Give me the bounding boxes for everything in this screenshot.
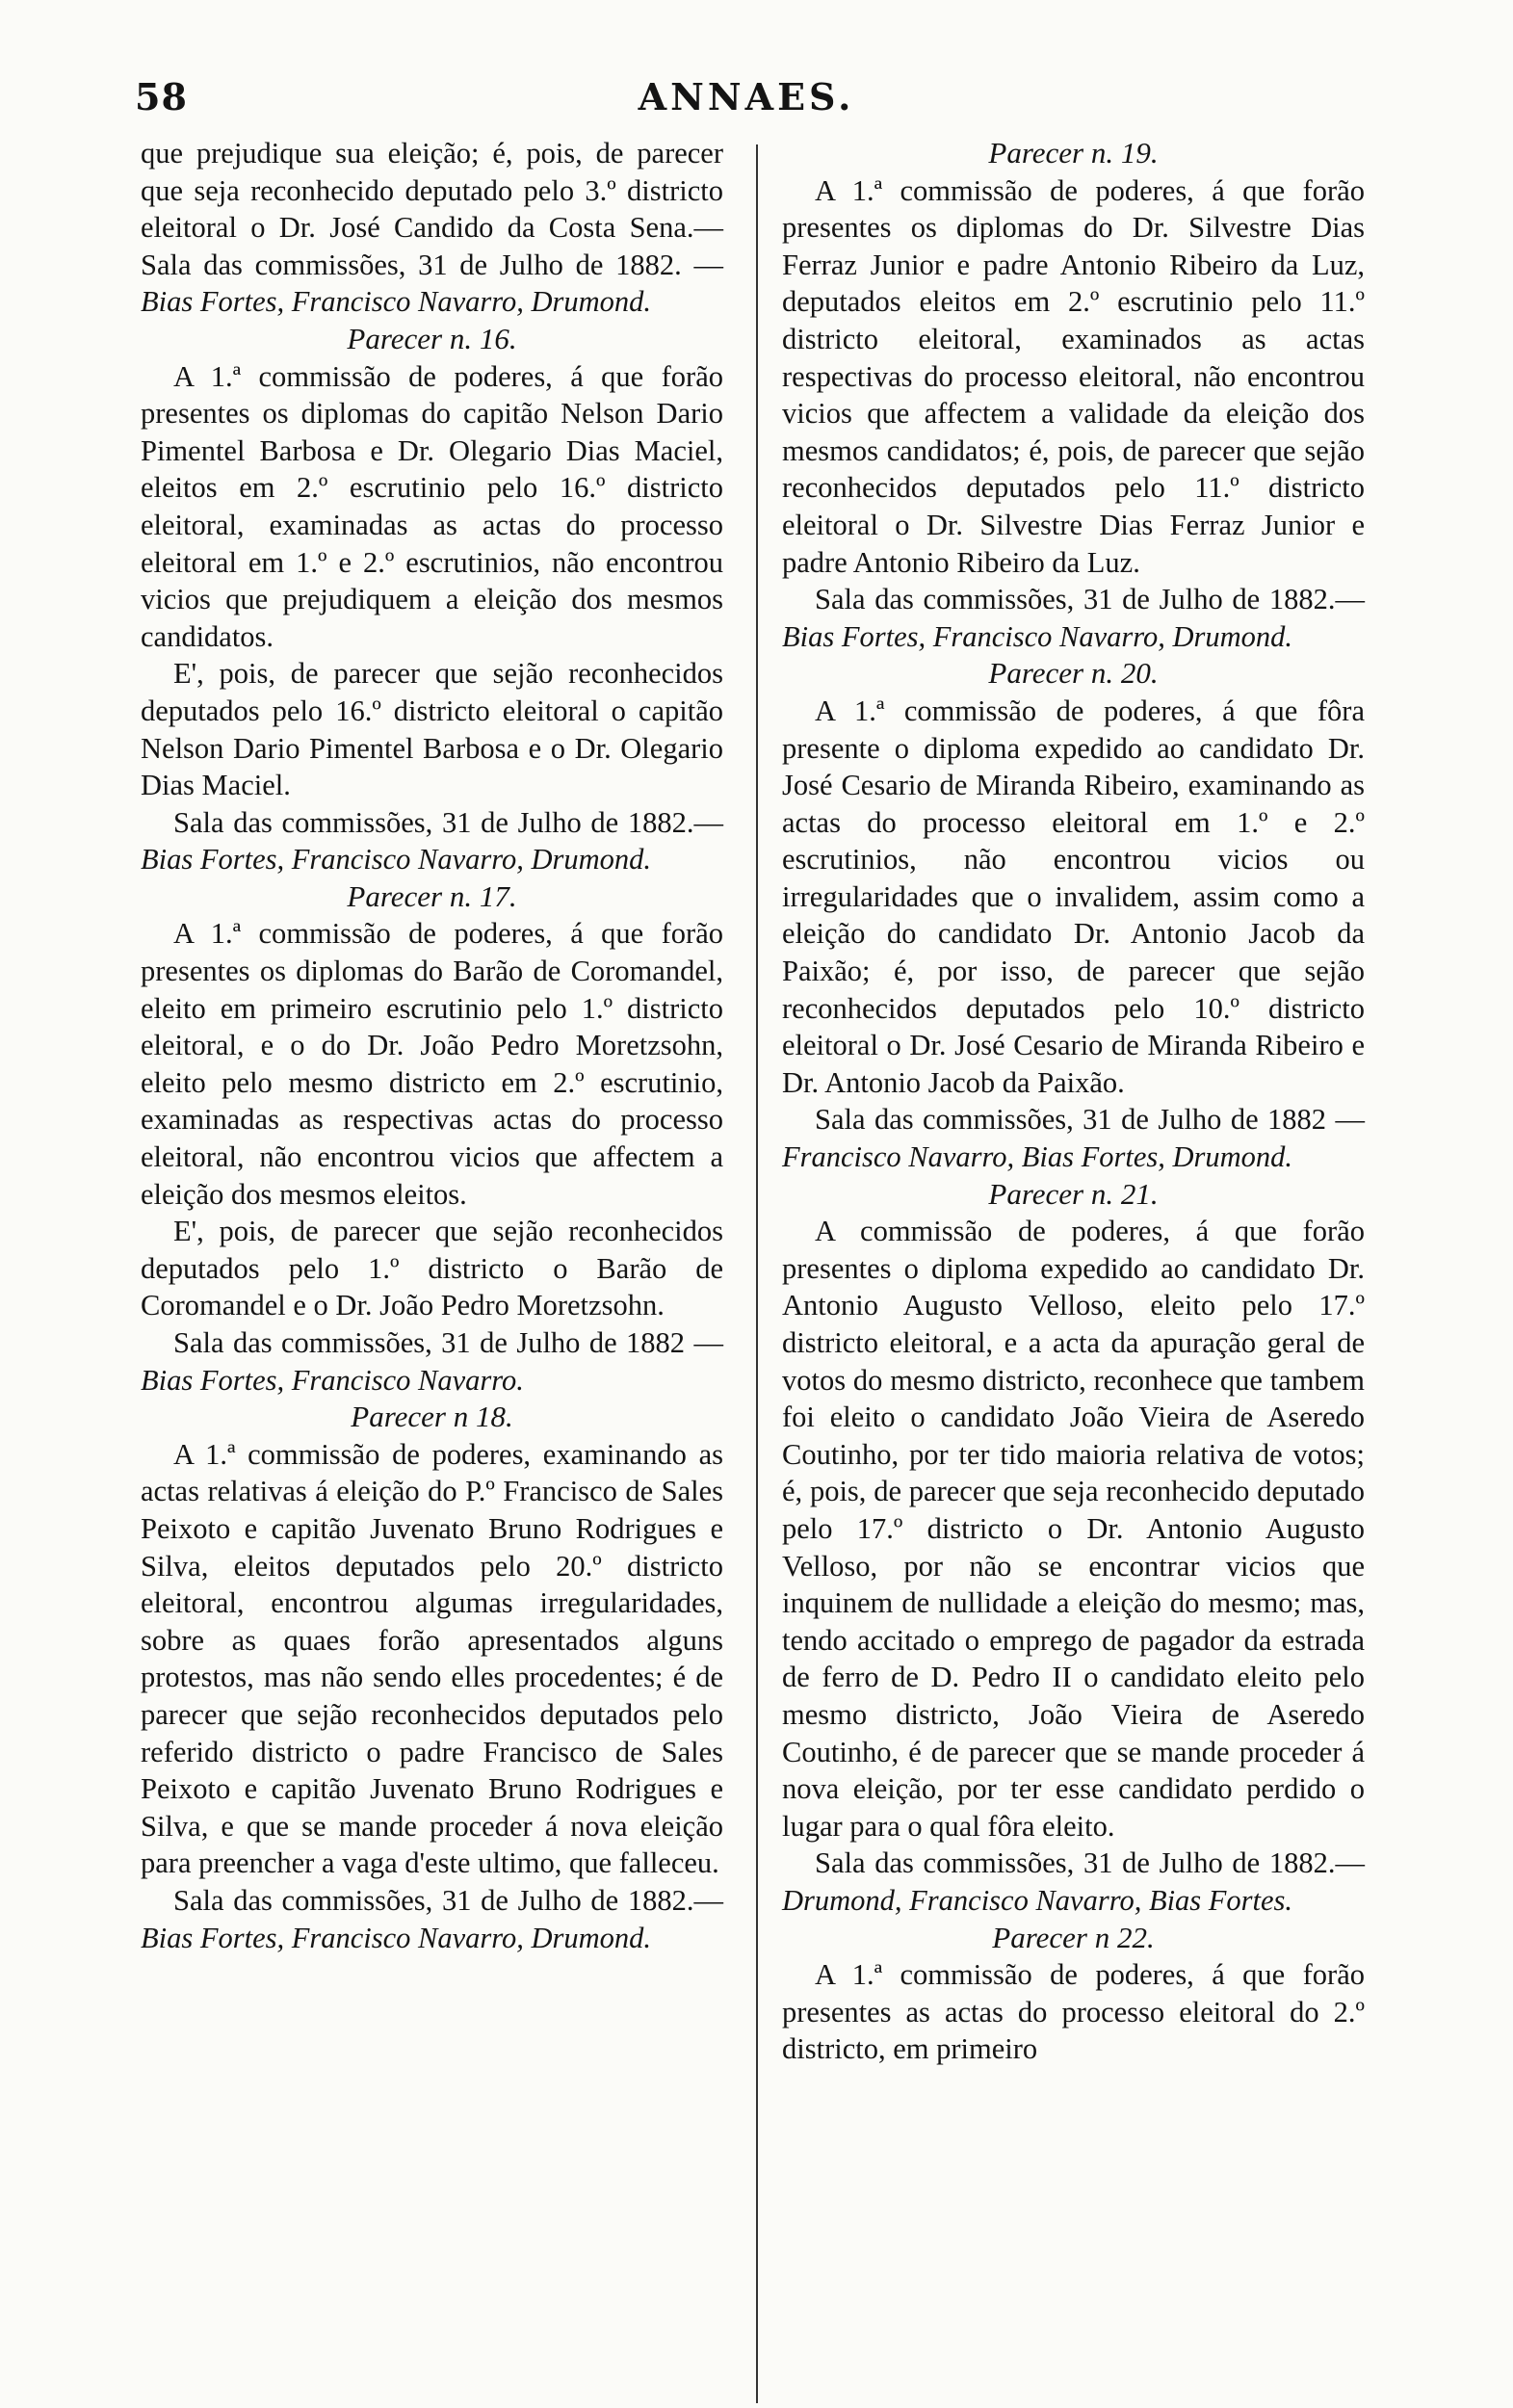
paragraph-text: Sala das commissões, 31 de Julho de 1882 —	[815, 1103, 1365, 1137]
paragraph-text: Sala das commissões, 31 de Julho de 1882.—	[815, 583, 1365, 616]
paragraph: E', pois, de parecer que sejão reconhecidos deputados pelo 1.º districto o Barão de Coromandel e o Dr. João Pedro Moretzsohn.	[141, 1215, 723, 1322]
paragraph: A 1.ª commissão de poderes, á que forão presentes os diplomas do capitão Nelson Dario Pimentel Barbosa e Dr. Olegario Dias Maciel, eleitos em 2.º escrutinio pelo 16.º districto eleitoral, examinadas as actas do processo eleitoral em 1.º e 2.º escrutinios, não encontrou vicios que prejudiquem a eleição dos mesmos candidatos.	[141, 359, 723, 653]
signatories: Francisco Navarro, Bias Fortes, Drumond.	[782, 1140, 1293, 1174]
section-heading: Parecer n. 17.	[347, 878, 517, 913]
paragraph: A 1.ª commissão de poderes, á que fôra presente o diploma expedido ao candidato Dr. José Cesario de Miranda Ribeiro, examinando as actas do processo eleitoral em 1.º e 2.º escrutinios, não encontrou vicios ou irregularidades que o invalidem, assim como a eleição do candidato Dr. Antonio Jacob da Paixão; é, por isso, de parecer que sejão reconhecidos deputados pelo 10.º districto eleitoral o Dr. José Cesario de Miranda Ribeiro e Dr. Antonio Jacob da Paixão.	[782, 694, 1365, 1099]
left-column	[141, 135, 723, 1956]
section-heading: Parecer n 18.	[351, 1400, 513, 1434]
paragraph: E', pois, de parecer que sejão reconhecidos deputados pelo 16.º districto eleitoral o capitão Nelson Dario Pimentel Barbosa e o Dr. Olegario Dias Maciel.	[141, 657, 723, 802]
signatories: Bias Fortes, Francisco Navarro, Drumond.	[141, 285, 652, 319]
paragraph: A 1.ª commissão de poderes, examinando as actas relativas á eleição do P.º Francisco de Sales Peixoto e capitão Juvenato Bruno Rodrigues e Silva, eleitos deputados pelo 20.º districto eleitoral, encontrou algumas irregularidades, sobre as quaes forão apresentados alguns protestos, mas não sendo elles procedentes; é de parecer que sejão reconhecidos deputados pelo referido districto o padre Francisco de Sales Peixoto e capitão Juvenato Bruno Rodrigues e Silva, e que se mande proceder á nova eleição para preencher a vaga d'este ultimo, que falleceu.	[141, 1437, 723, 1880]
paragraph	[141, 135, 723, 321]
paragraph: A 1.ª commissão de poderes, á que forão presentes as actas do processo eleitoral do 2.º districto, em primeiro	[782, 1958, 1365, 2066]
paragraph-text: que prejudique sua eleição; é, pois, de parecer que seja reconhecido deputado pelo 3.º districto eleitoral o Dr. José Candido da Costa Sena.—Sala das commissões, 31 de Julho de 1882. —	[141, 137, 723, 281]
page-header	[135, 75, 1358, 133]
section-heading: Parecer n 22.	[992, 1920, 1155, 1954]
paragraph	[782, 1101, 1365, 1175]
signatories: Bias Fortes, Francisco Navarro, Drumond.	[141, 1921, 652, 1954]
page-number: 58	[135, 75, 188, 118]
paragraph: A commissão de poderes, á que forão presentes o diploma expedido ao candidato Dr. Antonio Augusto Velloso, eleito pelo 17.º districto eleitoral, e a acta da apuração geral de votos do mesmo districto, reconhece que tambem foi eleito o candidato João Vieira de Aseredo Coutinho, por ter tido maioria relativa de votos; é, pois, de parecer que seja reconhecido deputado pelo 17.º districto o Dr. Antonio Augusto Velloso, por não se encontrar vicios que inquinem de nullidade a eleição do mesmo; mas, tendo accitado o emprego de pagador da estrada de ferro de D. Pedro II o candidato eleito pelo mesmo districto, João Vieira de Aseredo Coutinho, é de parecer que se mande proceder á nova eleição, por ter esse candidato perdido o lugar para o qual fôra eleito.	[782, 1215, 1365, 1843]
running-title: ANNAES.	[638, 75, 855, 118]
column-divider	[756, 144, 758, 2403]
signatories: Bias Fortes, Francisco Navarro, Drumond.	[782, 619, 1293, 653]
paragraph	[782, 1845, 1365, 1919]
section-heading: Parecer n. 19.	[988, 136, 1159, 170]
paragraph-text: Sala das commissões, 31 de Julho de 1882 —	[173, 1326, 723, 1359]
paragraph	[141, 1324, 723, 1399]
signatories: Bias Fortes, Francisco Navarro.	[141, 1363, 524, 1397]
paragraph: A 1.ª commissão de poderes, á que forão presentes os diplomas do Dr. Silvestre Dias Ferraz Junior e padre Antonio Ribeiro da Luz, deputados eleitos em 2.º escrutinio pelo 11.º districto eleitoral, examinados as actas respectivas do processo eleitoral, não encontrou vicios que affectem a validade da eleição dos mesmos candidatos; é, pois, de parecer que sejão reconhecidos deputados pelo 11.º districto eleitoral o Dr. Silvestre Dias Ferraz Junior e padre Antonio Ribeiro da Luz.	[782, 173, 1365, 579]
paragraph	[141, 804, 723, 878]
section-heading: Parecer n. 16.	[347, 321, 517, 355]
section-heading: Parecer n. 21.	[988, 1176, 1159, 1211]
paragraph-text: Sala das commissões, 31 de Julho de 1882.—	[173, 1883, 723, 1917]
paragraph-text: Sala das commissões, 31 de Julho de 1882.—	[173, 805, 723, 839]
signatories: Drumond, Francisco Navarro, Bias Fortes.	[782, 1883, 1293, 1917]
right-column	[782, 135, 1365, 2068]
signatories: Bias Fortes, Francisco Navarro, Drumond.	[141, 843, 652, 877]
section-heading: Parecer n. 20.	[988, 656, 1159, 691]
paragraph	[141, 1882, 723, 1956]
paragraph-text: Sala das commissões, 31 de Julho de 1882.—	[815, 1846, 1365, 1880]
paragraph	[782, 581, 1365, 655]
paragraph: A 1.ª commissão de poderes, á que forão presentes os diplomas do Barão de Coromandel, eleito em primeiro escrutinio pelo 1.º districto eleitoral, e o do Dr. João Pedro Moretzsohn, eleito pelo mesmo districto em 2.º escrutinio, examinadas as respectivas actas do processo eleitoral, não encontrou vicios que affectem a eleição dos mesmos eleitos.	[141, 917, 723, 1211]
